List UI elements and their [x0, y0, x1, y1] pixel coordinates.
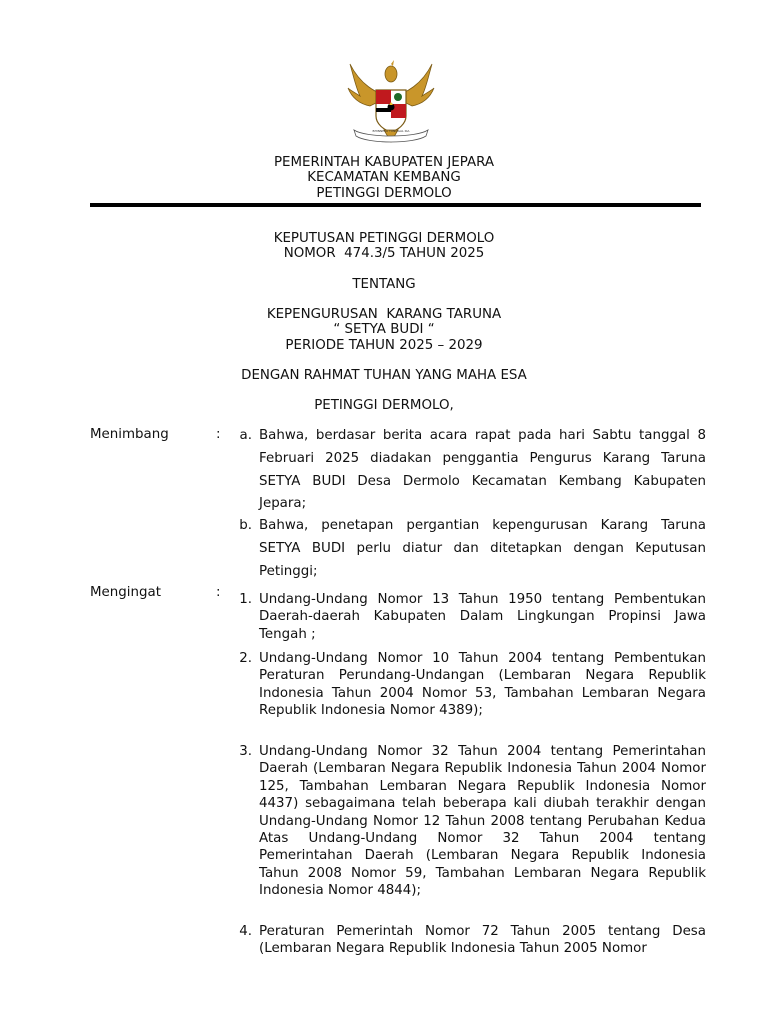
district-name: KECAMATAN KEMBANG	[307, 170, 461, 185]
decree-title: KEPUTUSAN PETINGGI DERMOLO	[273, 231, 495, 246]
government-name: PEMERINTAH KABUPATEN JEPARA	[273, 155, 495, 170]
mengingat-item-4: Peraturan Pemerintah Nomor 72 Tahun 2005 tentang Desa (Lembaran Negara Republik Indonesia Tahun 2005 Nomor	[259, 924, 706, 957]
office-name: PETINGGI DERMOLO	[316, 186, 452, 201]
invocation: DENGAN RAHMAT TUHAN YANG MAHA ESA	[241, 368, 527, 383]
mengingat-colon: :	[216, 585, 221, 600]
mengingat-item-3-mark: 3.	[239, 744, 252, 759]
mengingat-item-4-mark: 4.	[239, 924, 252, 939]
mengingat-item-1-mark: 1.	[239, 592, 252, 607]
mengingat-item-3: Undang-Undang Nomor 32 Tahun 2004 tentang Pemerintahan Daerah (Lembaran Negara Republik Indonesia Tahun 2004 Nomor 125, Tambahan Lembaran Negara Republik Indonesia Nomor 4437) sebagaimana telah beberapa kali diubah terakhir dengan Undang-Undang Nomor 12 Tahun 2008 tentang Perubahan Kedua Atas Undang-Undang Nomor 32 Tahun 2004 tentang Pemerintahan Daerah (Lembaran Negara Republik Indonesia Tahun 2008 Nomor 59, Tambahan Lembaran Negara Republik Indonesia Nomor 4844);	[259, 744, 706, 899]
mengingat-item-2: Undang-Undang Nomor 10 Tahun 2004 tentang Pembentukan Peraturan Perundang-Undangan (Lembaran Negara Republik Indonesia Tahun 2004 Nomor 53, Tambahan Lembaran Negara Republik Indonesia Nomor 4389);	[259, 651, 706, 719]
decree-subject-line2: “ SETYA BUDI “	[333, 322, 435, 337]
decree-subject-line1: KEPENGURUSAN KARANG TARUNA	[266, 307, 502, 322]
menimbang-colon: :	[216, 427, 221, 442]
mengingat-item-2-mark: 2.	[239, 651, 252, 666]
mengingat-label: Mengingat	[90, 585, 161, 600]
decree-about: TENTANG	[352, 277, 416, 292]
garuda-pancasila-emblem-icon	[346, 58, 436, 148]
emblem-motto: BHINNEKA TUNGGAL IKA	[372, 129, 410, 133]
header-divider	[90, 203, 701, 207]
menimbang-label: Menimbang	[90, 427, 169, 442]
decree-number: NOMOR 474.3/5 TAHUN 2025	[283, 246, 485, 261]
decree-subject-line3: PERIODE TAHUN 2025 – 2029	[285, 338, 483, 353]
menimbang-item-b: Bahwa, penetapan pergantian kepengurusan Karang Taruna SETYA BUDI perlu diatur dan ditetapkan dengan Keputusan Petinggi;	[259, 518, 706, 579]
mengingat-item-1: Undang-Undang Nomor 13 Tahun 1950 tentang Pembentukan Daerah-daerah Kabupaten Dalam Lingkungan Propinsi Jawa Tengah ;	[259, 592, 706, 642]
issuer: PETINGGI DERMOLO,	[314, 398, 454, 413]
menimbang-item-b-mark: b.	[239, 518, 252, 533]
menimbang-item-a-mark: a.	[239, 428, 252, 443]
menimbang-item-a: Bahwa, berdasar berita acara rapat pada hari Sabtu tanggal 8 Februari 2025 diadakan penggantia Pengurus Karang Taruna SETYA BUDI Desa Dermolo Kecamatan Kembang Kabupaten Jepara;	[259, 428, 706, 512]
